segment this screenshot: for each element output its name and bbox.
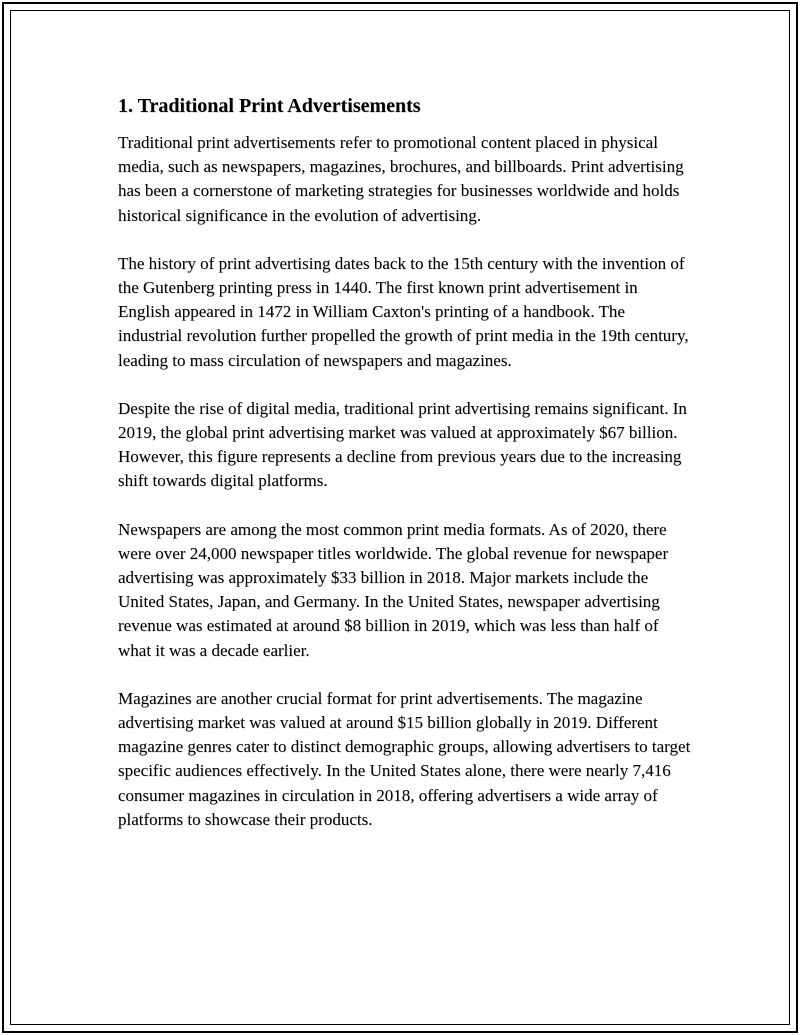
section-heading: 1. Traditional Print Advertisements <box>118 95 421 117</box>
paragraph-newspapers: Newspapers are among the most common print media formats. As of 2020, there were over 24,000 newspaper titles worldwide. The global revenue for newspaper advertising was approximately $33 billion in 2018. Major markets include the United States, Japan, and Germany. In the United States, newspaper advertising revenue was estimated at around $8 billion in 2019, which was less than half of what it was a decade earlier. <box>118 519 669 660</box>
paragraph-market-value: Despite the rise of digital media, traditional print advertising remains significant. In 2019, the global print advertising market was valued at approximately $67 billion. However, this figure represents a decline from previous years due to the increasing shift towards digital platforms. <box>118 398 687 491</box>
document-body <box>118 94 693 856</box>
paragraph-history: The history of print advertising dates back to the 15th century with the invention of the Gutenberg printing press in 1440. The first known print advertisement in English appeared in 1472 in William Caxton's printing of a handbook. The industrial revolution further propelled the growth of print media in the 19th century, leading to mass circulation of newspapers and magazines. <box>118 253 689 370</box>
paragraph-magazines: Magazines are another crucial format for print advertisements. The magazine advertising market was valued at around $15 billion globally in 2019. Different magazine genres cater to distinct demographic groups, allowing advertisers to target specific audiences effectively. In the United States alone, there were nearly 7,416 consumer magazines in circulation in 2018, offering advertisers a wide array of platforms to showcase their products. <box>118 688 691 829</box>
paragraph-definition: Traditional print advertisements refer to promotional content placed in physical media, such as newspapers, magazines, brochures, and billboards. Print advertising has been a cornerstone of marketing strategies for businesses worldwide and holds historical significance in the evolution of advertising. <box>118 133 684 225</box>
